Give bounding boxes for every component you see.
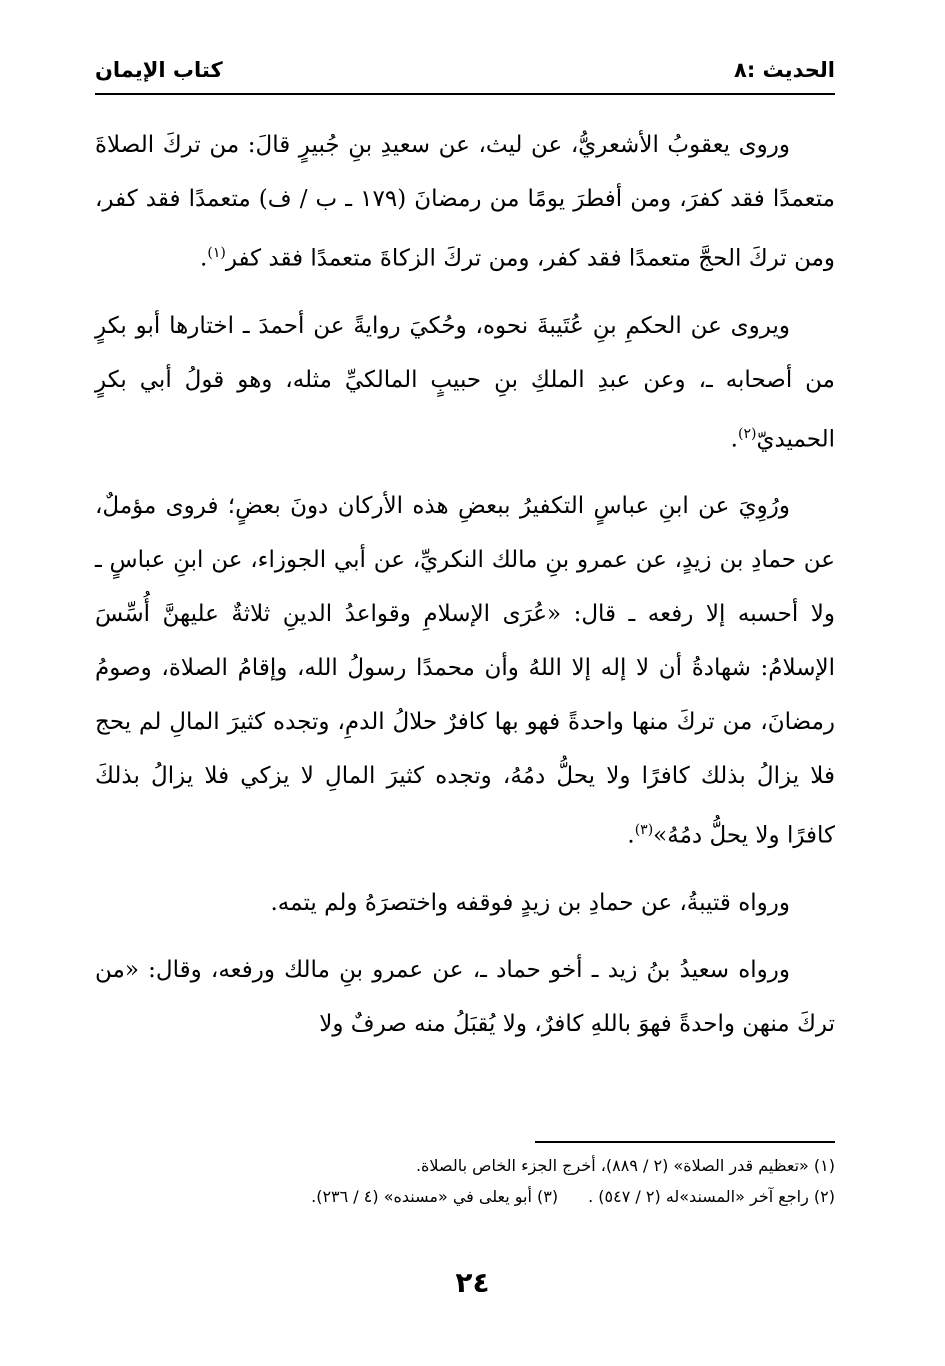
footnote-row xyxy=(95,1181,835,1212)
footnotes xyxy=(95,1150,835,1212)
paragraph-text: ويروى عن الحكمِ بنِ عُتَيبةَ نحوه، وحُكيَ روايةً عن أحمدَ ـ اختارها أبو بكرٍ من أصحابه ـ، وعن عبدِ الملكِ بنِ حبيبٍ المالكيِّ مثله، وهو قولُ أبي بكرٍ الحميديّ xyxy=(95,312,835,453)
paragraph-text: ورُوِيَ عن ابنِ عباسٍ التكفيرُ ببعضِ هذه الأركان دونَ بعضٍ؛ فروى مؤملٌ، عن حمادِ بن زيدٍ، عن عمرو بنِ مالك النكريِّ، عن أبي الجوزاء، عن ابنِ عباسٍ ـ ولا أحسبه إلا رفعه ـ قال: «عُرَى الإسلامِ وقواعدُ الدينِ ثلاثةٌ عليهنَّ أُسِّسَ الإسلامُ: شهادةُ أن لا إله إلا اللهُ وأن محمدًا رسولُ الله، وإقامُ الصلاة، وصومُ رمضانَ، من تركَ منها واحدةً فهو بها كافرٌ حلالُ الدمِ، وتجده كثيرَ المالِ لم يحج فلا يزالُ بذلك كافرًا ولا يحلُّ دمُهُ، وتجده كثيرَ المالِ لا يزكي فلا يزالُ بذلكَ كافرًا ولا يحلُّ دمُهُ» xyxy=(95,493,835,849)
paragraph-2 xyxy=(95,299,835,467)
paragraph-end: . xyxy=(627,822,635,849)
paragraph-5: ورواه سعيدُ بنُ زيد ـ أخو حماد ـ، عن عمرو بنِ مالك ورفعه، وقال: «من تركَ منهن واحدةً فهوَ باللهِ كافرٌ، ولا يُقبَلُ منه صرفٌ ولا xyxy=(95,956,835,1037)
footnote-3: (٣) أبو يعلى في «مسنده» (٤ / ٢٣٦). xyxy=(311,1187,559,1206)
footnote-marker-3: (٣) xyxy=(634,822,654,839)
footnote-rule xyxy=(535,1141,835,1143)
paragraph-4: ورواه قتيبةُ، عن حمادِ بن زيدٍ فوقفه واختصرَهُ ولم يتمه. xyxy=(270,889,790,916)
footnote-2: (٢) راجع آخر «المسند»له (٢ / ٥٤٧) . xyxy=(588,1187,835,1206)
paragraph-3 xyxy=(95,479,835,863)
header-rule xyxy=(95,93,835,95)
footnote-marker-1: (١) xyxy=(207,245,226,261)
main-text xyxy=(95,118,835,1064)
page-number: ٢٤ xyxy=(455,1266,490,1299)
paragraph-1 xyxy=(95,118,835,286)
running-header xyxy=(95,50,835,90)
footnote-marker-2: (٢) xyxy=(737,425,757,442)
hadith-number: الحديث :٨ xyxy=(733,58,835,82)
footnote-1: (١) «تعظيم قدر الصلاة» (٢ / ٨٨٩)، أخرج الجزء الخاص بالصلاة. xyxy=(415,1156,835,1175)
paragraph-end: . xyxy=(200,245,208,272)
chapter-title: كتاب الإيمان xyxy=(95,58,223,82)
paragraph-end: . xyxy=(730,426,738,453)
paragraph-text: وروى يعقوبُ الأشعريُّ، عن ليث، عن سعيدِ بنِ جُبيرٍ قالَ: من تركَ الصلاةَ متعمدًا فقد كفرَ، ومن أفطرَ يومًا من رمضانَ (١٧٩ ـ ب / ف) متعمدًا فقد كفر، ومن تركَ الحجَّ متعمدًا فقد كفر، ومن تركَ الزكاةَ متعمدًا فقد كفر xyxy=(95,132,835,272)
